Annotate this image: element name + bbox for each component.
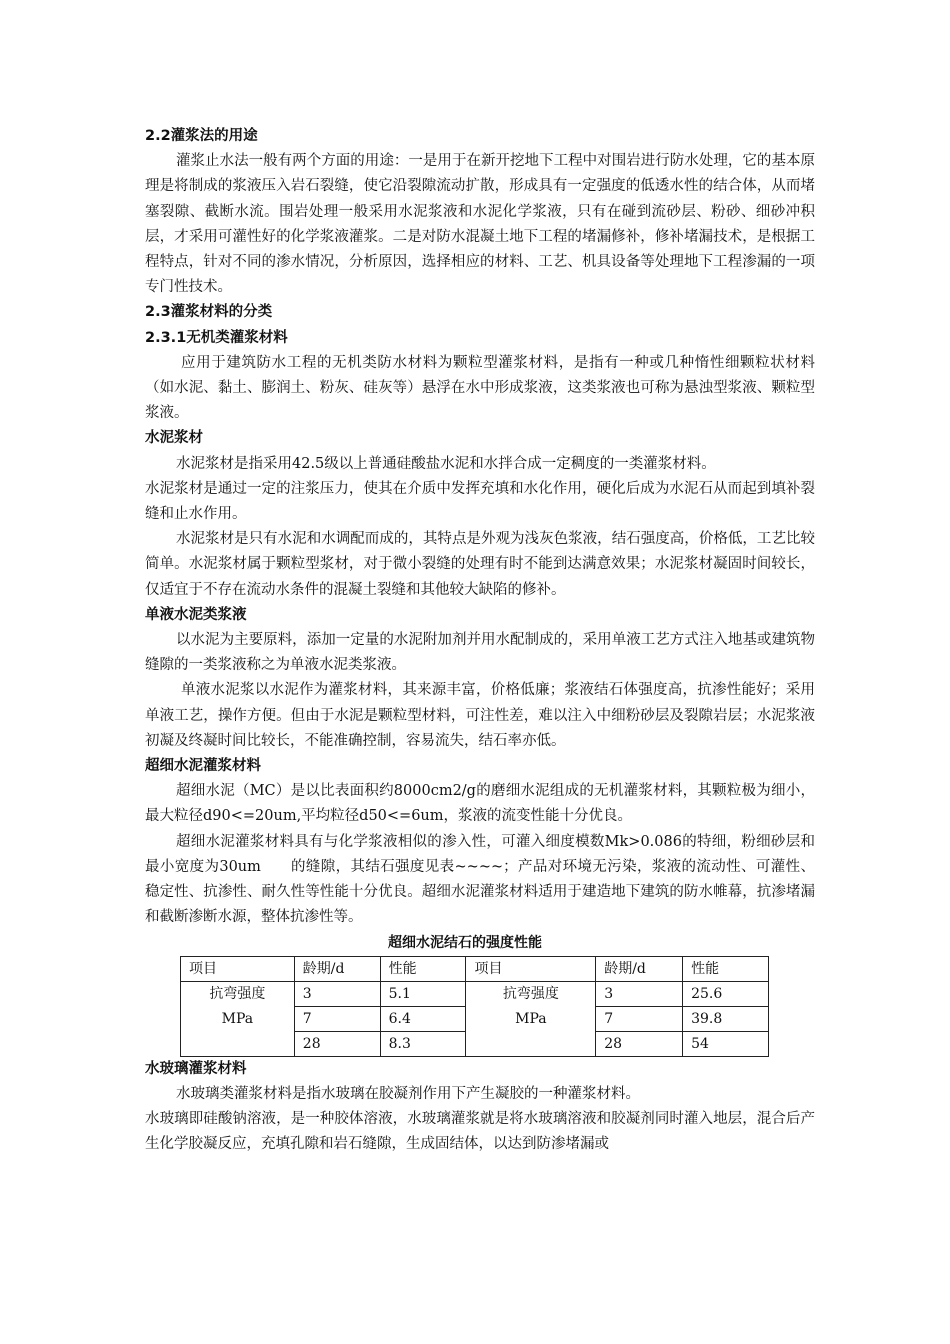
- section-2-3-1-paragraph: 应用于建筑防水工程的无机类防水材料为颗粒型灌浆材料，是指有一种或几种惰性细颗粒状材料（如水泥、黏土、膨润土、粉灰、硅灰等）悬浮在水中形成浆液，这类浆液也可称为悬浊型浆液、颗粒型浆液。: [145, 354, 815, 422]
- table-cell: 3: [294, 981, 380, 1006]
- table-header-cell: 龄期/d: [294, 956, 380, 981]
- ultrafine-paragraph-1: 超细水泥（MC）是以比表面积约8000cm2/g的磨细水泥组成的无机灌浆材料，其颗粒极为细小，最大粒径d90<=20um,平均粒径d50<=6um，浆液的流变性能十分优良。: [145, 783, 815, 825]
- water-glass-paragraph-1: 水玻璃类灌浆材料是指水玻璃在胶凝剂作用下产生凝胶的一种灌浆材料。: [176, 1085, 640, 1102]
- table-cell: 5.1: [380, 981, 466, 1006]
- table-cell: 6.4: [380, 1006, 466, 1031]
- item-label: 抗弯强度: [209, 985, 266, 1002]
- table-item-cell-right: [466, 981, 596, 1056]
- table-header-cell: 性能: [380, 956, 466, 981]
- section-2-2-heading: 2.2灌浆法的用途: [145, 128, 258, 144]
- table-cell: 3: [596, 981, 683, 1006]
- strength-table: [180, 956, 769, 1057]
- section-2-2-paragraph: 灌浆止水法一般有两个方面的用途：一是用于在新开挖地下工程中对围岩进行防水处理，它的基本原理是将制成的浆液压入岩石裂缝，使它沿裂隙流动扩散，形成具有一定强度的低透水性的结合体，从而堵塞裂隙、截断水流。围岩处理一般采用水泥浆液和水泥化学浆液，只有在碰到流砂层、粉砂、细砂冲积层，才采用可灌性好的化学浆液灌浆。二是对防水混凝土地下工程的堵漏修补，修补堵漏技术，是根据工程特点，针对不同的渗水情况，分析原因，选择相应的材料、工艺、机具设备等处理地下工程渗漏的一项专门性技术。: [145, 153, 815, 296]
- table-cell: 54: [683, 1031, 769, 1056]
- cement-paragraph-3: 水泥浆材是只有水泥和水调配而成的，其特点是外观为浅灰色浆液，结石强度高，价格低，工艺比较简单。水泥浆材属于颗粒型浆材，对于微小裂缝的处理有时不能到达满意效果；水泥浆材凝固时间较长，仅适宜于不存在流动水条件的混凝土裂缝和其他较大缺陷的修补。: [145, 531, 815, 598]
- table-header-row: [181, 956, 769, 981]
- table-cell: 7: [596, 1006, 683, 1031]
- item-unit: MPa: [515, 1010, 547, 1027]
- table-header-cell: 性能: [683, 956, 769, 981]
- single-liquid-heading: 单液水泥类浆液: [145, 606, 247, 623]
- table-cell: 39.8: [683, 1006, 769, 1031]
- table-cell: 28: [596, 1031, 683, 1056]
- single-liquid-paragraph-1: 以水泥为主要原料，添加一定量的水泥附加剂并用水配制成的，采用单液工艺方式注入地基或建筑物缝隙的一类浆液称之为单液水泥类浆液。: [145, 632, 815, 674]
- single-liquid-paragraph-2: 单液水泥浆以水泥作为灌浆材料，其来源丰富，价格低廉；浆液结石体强度高，抗渗性能好；采用单液工艺，操作方便。但由于水泥是颗粒型材料，可注性差，难以注入中细粉砂层及裂隙岩层；水泥浆液初凝及终凝时间比较长，不能准确控制，容易流失，结石率亦低。: [145, 682, 815, 749]
- table-header-cell: 项目: [466, 956, 596, 981]
- table-item-cell-left: [181, 981, 295, 1056]
- table-cell: 28: [294, 1031, 380, 1056]
- ultrafine-heading: 超细水泥灌浆材料: [145, 758, 261, 775]
- cement-paragraph-2: 水泥浆材是通过一定的注浆压力，使其在介质中发挥充填和水化作用，硬化后成为水泥石从而起到填补裂缝和止水作用。: [145, 480, 815, 523]
- cement-heading: 水泥浆材: [145, 430, 203, 447]
- table-cell: 25.6: [683, 981, 769, 1006]
- section-2-3-heading: 2.3灌浆材料的分类: [145, 304, 273, 321]
- table-cell: 8.3: [380, 1031, 466, 1056]
- water-glass-heading: 水玻璃灌浆材料: [145, 1060, 247, 1077]
- cement-paragraph-1: 水泥浆材是指采用42.5级以上普通硅酸盐水泥和水拌合成一定稠度的一类灌浆材料。: [176, 455, 716, 472]
- ultrafine-paragraph-2: 超细水泥灌浆材料具有与化学浆液相似的渗入性，可灌入细度模数Mk>0.086的特细，粉细砂层和最小宽度为30um 的缝隙，其结石强度见表~~~~；产品对环境无污染，浆液的流动性、可灌性、稳定性、抗渗性、耐久性等性能十分优良。超细水泥灌浆材料适用于建造地下建筑的防水帷幕，抗渗堵漏和截断渗断水源，整体抗渗性等。: [145, 833, 815, 926]
- item-unit: MPa: [221, 1010, 254, 1027]
- table-cell: 7: [294, 1006, 380, 1031]
- section-2-3-1-heading: 2.3.1无机类灌浆材料: [145, 329, 288, 346]
- table-row: [181, 981, 769, 1006]
- table-header-cell: 项目: [181, 956, 295, 981]
- item-label: 抗弯强度: [502, 985, 559, 1002]
- water-glass-paragraph-2: 水玻璃即硅酸钠溶液，是一种胶体溶液，水玻璃灌浆就是将水玻璃溶液和胶凝剂同时灌入地层，混合后产生化学胶凝反应，充填孔隙和岩石缝隙，生成固结体，以达到防渗堵漏或: [145, 1111, 815, 1153]
- document-page: [145, 124, 815, 1158]
- table-header-cell: 龄期/d: [596, 956, 683, 981]
- table-caption: 超细水泥结石的强度性能: [388, 934, 542, 951]
